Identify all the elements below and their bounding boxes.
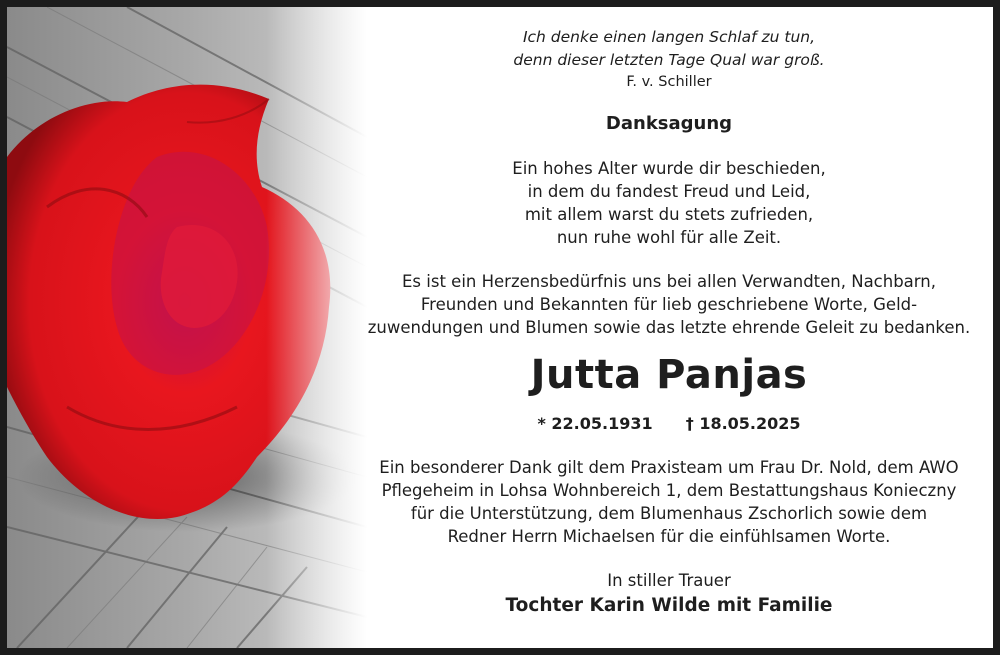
- thanks-line-3: zuwendungen und Blumen sowie das letzte ehrende Geleit zu bedanken.: [367, 318, 971, 337]
- quote-line-2: denn dieser letzten Tage Qual war groß.: [513, 51, 825, 69]
- special-thanks-line-2: Pflegeheim in Lohsa Wohnbereich 1, dem Bestattungshaus Konieczny: [381, 481, 957, 500]
- quote-author: F. v. Schiller: [626, 74, 712, 90]
- deceased-name: Jutta Panjas: [530, 352, 808, 398]
- closing-phrase: In stiller Trauer: [607, 571, 731, 590]
- poem-line-3: mit allem warst du stets zufrieden,: [524, 205, 814, 224]
- death-date: † 18.05.2025: [685, 414, 801, 433]
- special-thanks-line-1: Ein besonderer Dank gilt dem Praxisteam um Frau Dr. Nold, dem AWO: [379, 458, 959, 477]
- thanks-line-2: Freunden und Bekannten für lieb geschriebene Worte, Geld-: [420, 295, 918, 314]
- heading: Danksagung: [605, 113, 733, 134]
- rose-photo: [7, 7, 367, 648]
- poem-line-2: in dem du fandest Freud und Leid,: [527, 182, 811, 201]
- signature: Tochter Karin Wilde mit Familie: [505, 595, 833, 616]
- obituary-text: [345, 7, 993, 648]
- poem-line-4: nun ruhe wohl für alle Zeit.: [556, 228, 782, 247]
- quote-line-1: Ich denke einen langen Schlaf zu tun,: [522, 28, 816, 46]
- poem-line-1: Ein hohes Alter wurde dir beschieden,: [512, 159, 826, 178]
- obituary-card: [7, 7, 993, 648]
- special-thanks-line-4: Redner Herrn Michaelsen für die einfühlsamen Worte.: [447, 527, 891, 546]
- rose-on-wood-image: [7, 7, 367, 648]
- life-dates: [345, 414, 993, 433]
- birth-date: * 22.05.1931: [537, 414, 653, 433]
- thanks-line-1: Es ist ein Herzensbedürfnis uns bei allen Verwandten, Nachbarn,: [402, 272, 936, 291]
- special-thanks-line-3: für die Unterstützung, dem Blumenhaus Zschorlich sowie dem: [410, 504, 928, 523]
